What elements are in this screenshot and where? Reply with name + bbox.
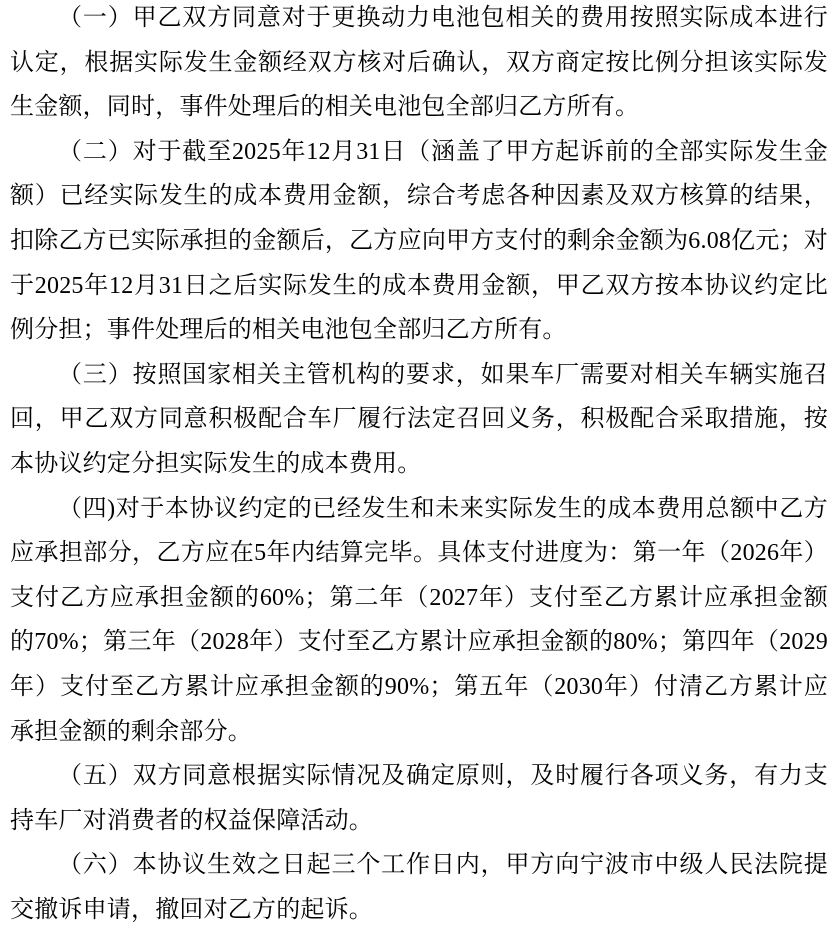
paragraph-clause-3: （三）按照国家相关主管机构的要求，如果车厂需要对相关车辆实施召回，甲乙双方同意积极配合车厂履行法定召回义务，积极配合采取措施，按本协议约定分担实际发生的成本费用。 [10, 361, 828, 477]
paragraph-clause-2: （二）对于截至2025年12月31日（涵盖了甲方起诉前的全部实际发生金额）已经实际发生的成本费用金额，综合考虑各种因素及双方核算的结果，扣除乙方已实际承担的金额后，乙方应向甲方支付的剩余金额为6.08亿元；对于2025年12月31日之后实际发生的成本费用金额，甲乙双方按本协议约定比例分担；事件处理后的相关电池包全部归乙方所有。 [10, 138, 828, 344]
paragraph-clause-1: （一）甲乙双方同意对于更换动力电池包相关的费用按照实际成本进行认定，根据实际发生金额经双方核对后确认，双方商定按比例分担该实际发生金额，同时，事件处理后的相关电池包全部归乙方所有。 [10, 5, 828, 121]
paragraph-clause-6: （六）本协议生效之日起三个工作日内，甲方向宁波市中级人民法院提交撤诉申请，撤回对乙方的起诉。 [10, 852, 828, 923]
paragraph-clause-5: （五）双方同意根据实际情况及确定原则，及时履行各项义务，有力支持车厂对消费者的权益保障活动。 [10, 763, 828, 834]
document-body [10, 0, 828, 932]
paragraph-clause-4: （四)对于本协议约定的已经发生和未来实际发生的成本费用总额中乙方应承担部分，乙方应在5年内结算完毕。具体支付进度为：第一年（2026年）支付乙方应承担金额的60%；第二年（2027年）支付至乙方累计应承担金额的70%；第三年（2028年）支付至乙方累计应承担金额的80%；第四年（2029年）支付至乙方累计应承担金额的90%；第五年（2030年）付清乙方累计应承担金额的剩余部分。 [10, 495, 828, 745]
